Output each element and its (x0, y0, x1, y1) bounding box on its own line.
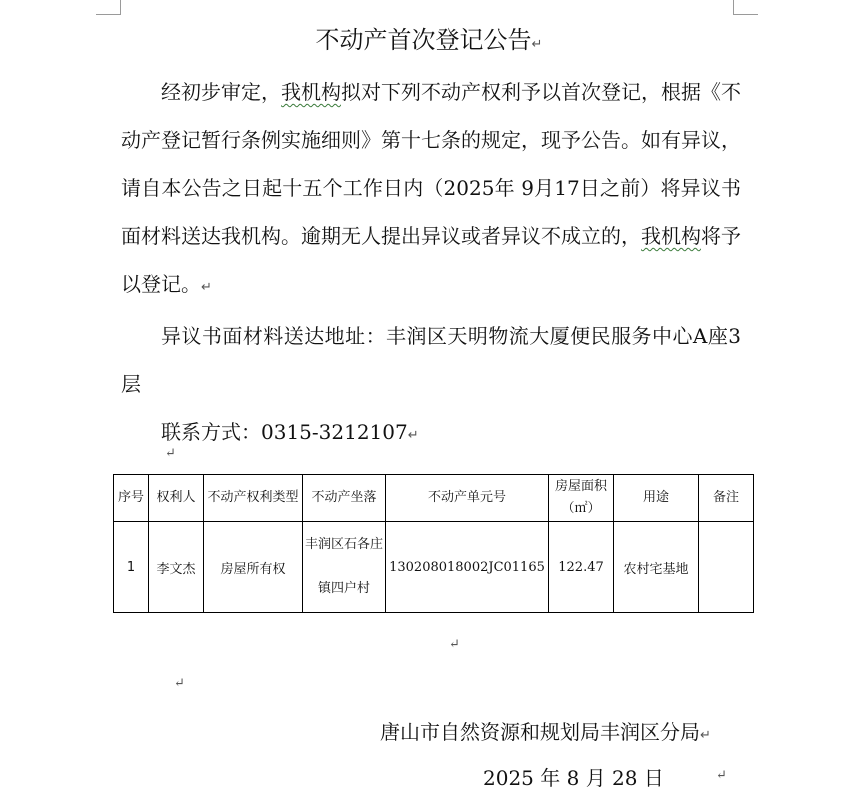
header-cell: 不动产权利类型 (204, 475, 303, 522)
address-paragraph: 异议书面材料送达地址：丰润区天明物流大厦便民服务中心A座3层 (121, 324, 741, 396)
cell-remark (699, 522, 754, 613)
table-header-row (114, 475, 754, 522)
cell-owner: 李文杰 (149, 522, 204, 613)
cell-unit-number: 130208018002JC01165 (386, 522, 549, 613)
crop-mark-top-left (96, 0, 121, 15)
spell-check-underline: 我机构 (641, 224, 701, 248)
issuing-authority: 唐山市自然资源和规划局丰润区分局↵ (380, 720, 711, 744)
cell-location: 丰润区石各庄镇四户村 (303, 522, 386, 613)
empty-paragraph-mark: ↵ (174, 676, 185, 691)
cell-right-type: 房屋所有权 (204, 522, 303, 613)
cell-area: 122.47 (549, 522, 614, 613)
header-cell: 序号 (114, 475, 149, 522)
empty-paragraph-mark: ↵ (165, 446, 176, 461)
header-cell: 权利人 (149, 475, 204, 522)
document-title: 不动产首次登记公告↵ (315, 26, 543, 54)
cell-usage: 农村宅基地 (614, 522, 699, 613)
issue-date: 2025 年 8 月 28 日 (483, 766, 664, 790)
header-cell: 房屋面积（㎡） (549, 475, 614, 522)
document-body (121, 68, 741, 460)
header-cell: 不动产坐落 (303, 475, 386, 522)
table-row (114, 522, 754, 613)
contact-paragraph: 联系方式：0315-3212107↵ (161, 420, 419, 444)
empty-paragraph-mark: ↵ (449, 637, 460, 652)
cell-index: 1 (114, 522, 149, 613)
header-cell: 备注 (699, 475, 754, 522)
header-cell: 用途 (614, 475, 699, 522)
spell-check-underline: 我机构 (281, 80, 341, 104)
empty-paragraph-mark: ↵ (716, 768, 727, 783)
main-paragraph: 经初步审定，我机构拟对下列不动产权利予以首次登记，根据《不动产登记暂行条例实施细则》第十七条的规定，现予公告。如有异议，请自本公告之日起十五个工作日内（2025年 9月17日之前）将异议书面材料送达我机构。逾期无人提出异议或者异议不成立的，我机构将予以登记。↵ (121, 80, 741, 296)
header-cell: 不动产单元号 (386, 475, 549, 522)
registration-table (113, 474, 754, 613)
crop-mark-top-right (733, 0, 758, 15)
